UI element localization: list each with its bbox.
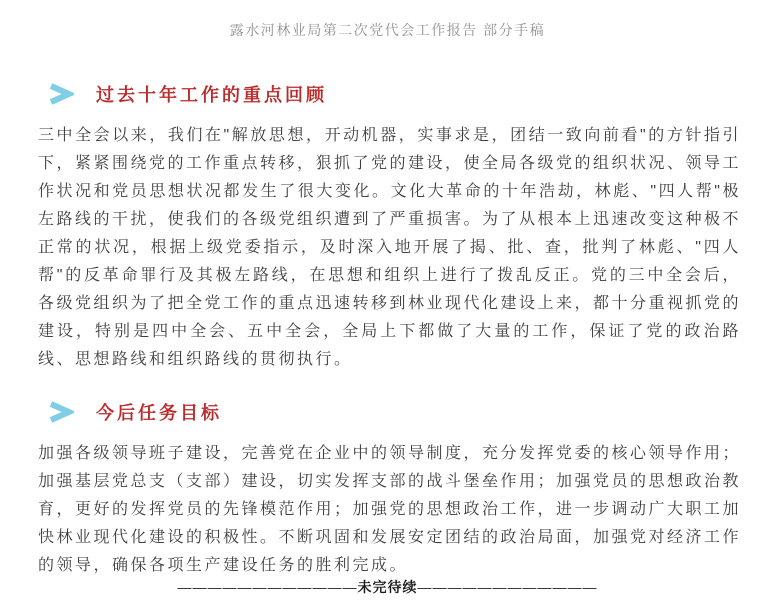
footer-continuation-line [0,577,775,597]
section-heading-row [48,399,775,425]
section-past-decade-review [0,81,775,374]
chevron-right-icon [48,83,74,105]
footer-dashes-left: ———————————— [177,579,358,595]
continuation-label: 未完待续 [357,579,418,595]
section-body-text: 三中全会以来，我们在"解放思想，开动机器，实事求是，团结一致向前看"的方针指引下，紧紧围绕党的工作重点转移，狠抓了党的建设，使全局各级党的组织状况、领导工作状况和党员思想状况都发生了很大变化。文化大革命的十年浩劫，林彪、"四人帮"极左路线的干扰，使我们的各级党组织遭到了严重损害。为了从根本上迅速改变这种极不正常的状况，根据上级党委指示，及时深入地开展了揭、批、查，批判了林彪、"四人帮"的反革命罪行及其极左路线，在思想和组织上进行了拨乱反正。党的三中全会后，各级党组织为了把全党工作的重点迅速转移到林业现代化建设上来，都十分重视抓党的建设，特别是四中全会、五中全会，全局上下都做了大量的工作，保证了党的政治路线、思想路线和组织路线的贯彻执行。 [38,127,742,368]
section-body-text: 加强各级领导班子建设，完善党在企业中的领导制度，充分发挥党委的核心领导作用；加强基层党总支（支部）建设，切实发挥支部的战斗堡垒作用；加强党员的思想政治教育，更好的发挥党员的先锋模范作用；加强党的思想政治工作，进一步调动广大职工加快林业现代化建设的积极性。不断巩固和发展安定团结的政治局面，加强党对经济工作的领导，确保各项生产建设任务的胜利完成。 [38,445,742,574]
document-title: 露水河林业局第二次党代会工作报告 部分手稿 [229,22,546,38]
section-heading: 过去十年工作的重点回顾 [96,85,327,105]
footer-dashes-right: ———————————— [417,579,598,595]
section-heading: 今后任务目标 [96,403,222,423]
section-heading-row [48,81,775,107]
section-future-goals [0,399,775,580]
chevron-right-icon [48,401,74,423]
